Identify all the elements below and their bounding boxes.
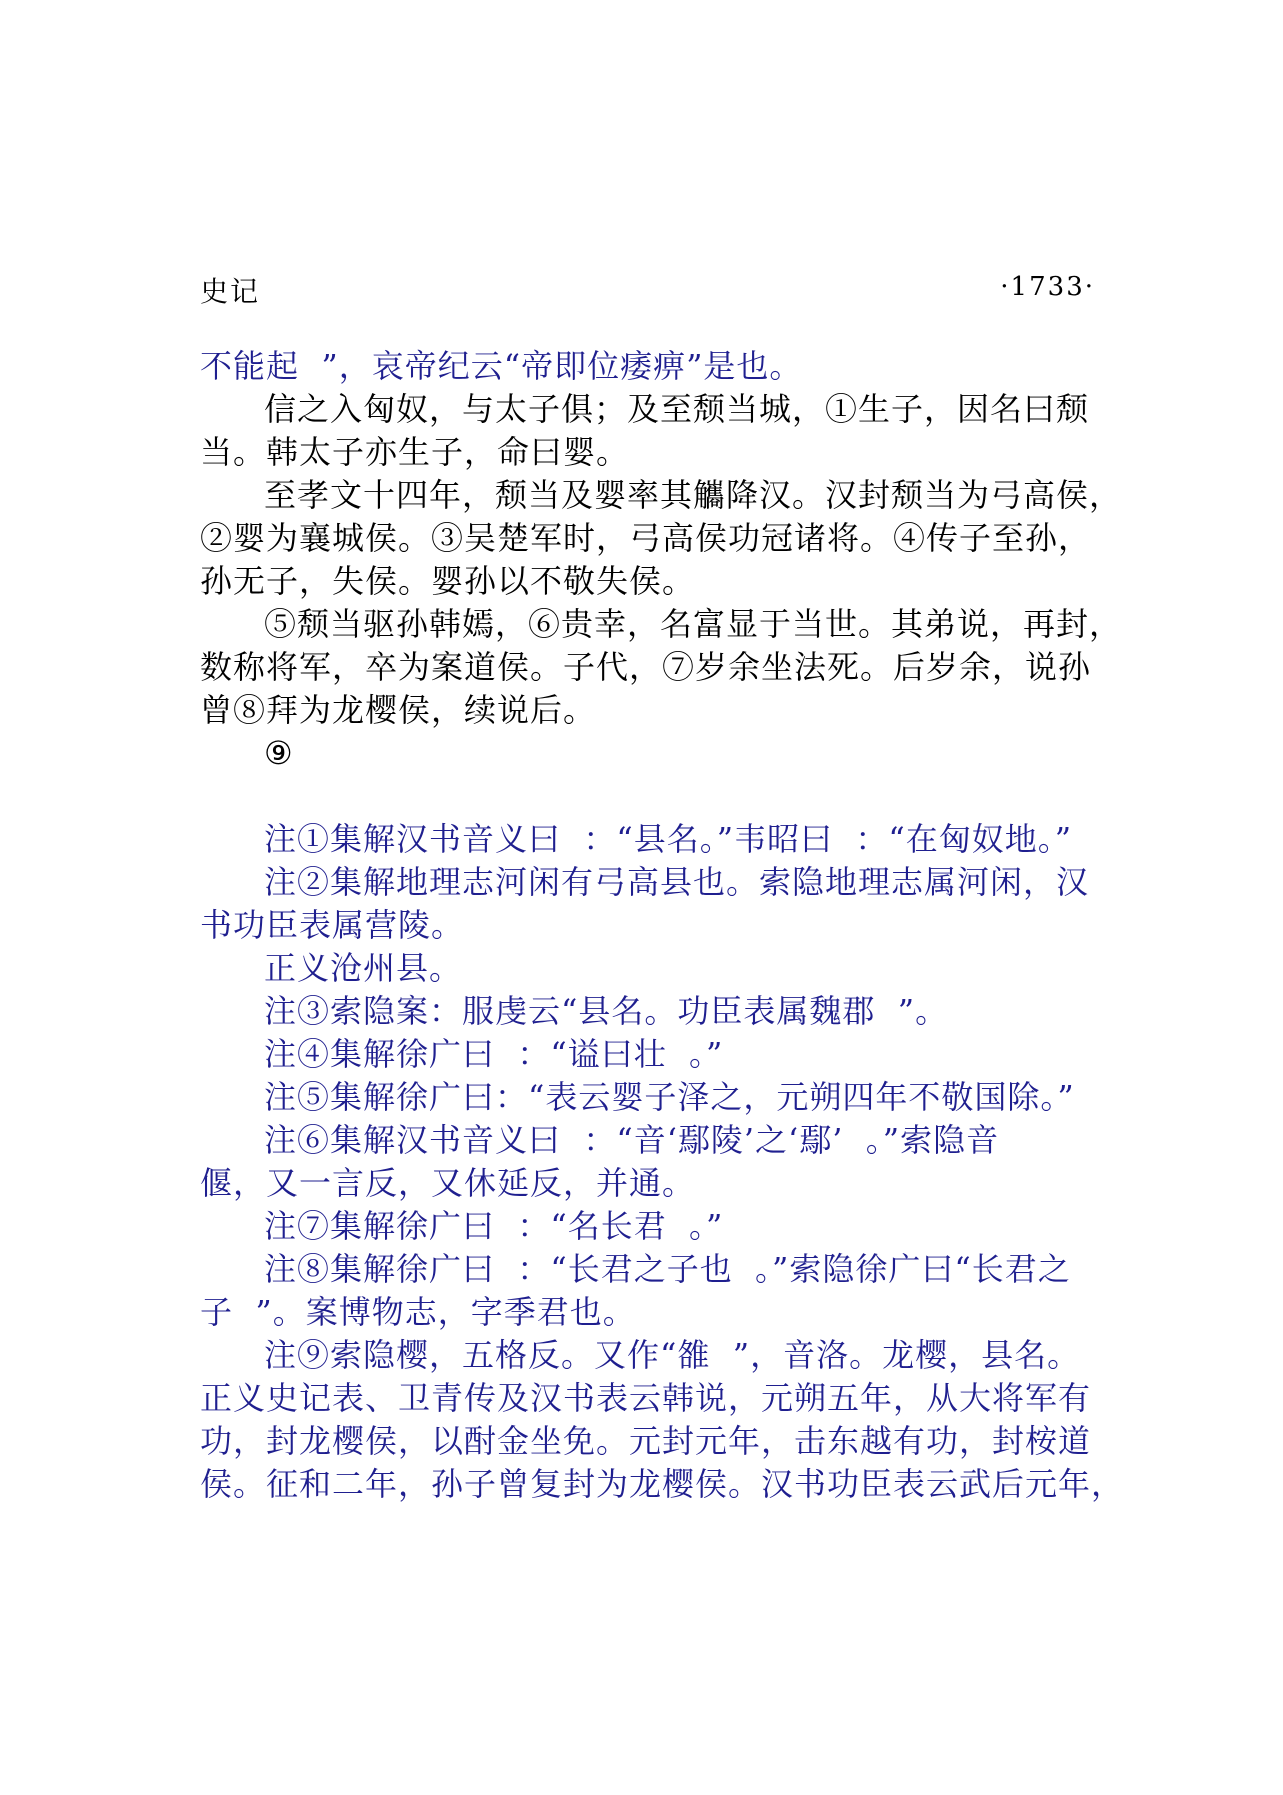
note-line: 注③索隐案：服虔云“县名。功臣表属魏郡 ”。 (264, 992, 949, 1030)
text-line: ⑤颓当驱孙韩嫣，⑥贵幸，名富显于当世。其弟说，再封， (264, 605, 1123, 643)
note-line: 功，封龙樱侯，以酎金坐免。元封元年，击东越有功，封桉道 (200, 1422, 1092, 1460)
footnote-marker: ⑨ (264, 734, 294, 772)
text-line: 信之入匈奴，与太子俱；及至颓当城，①生子，因名曰颓 (264, 390, 1090, 428)
note-line: 正义沧州县。 (264, 949, 463, 987)
note-line: 注⑦集解徐广曰 ：“名长君 。” (264, 1207, 724, 1245)
note-line: 偃，又一言反，又休延反，并通。 (200, 1164, 696, 1202)
text-line: 曾⑧拜为龙樱侯，续说后。 (200, 691, 597, 729)
text-line: 当。韩太子亦生子，命曰婴。 (200, 433, 630, 471)
note-line: 侯。征和二年，孙子曾复封为龙樱侯。汉书功臣表云武后元年， (200, 1465, 1125, 1503)
note-line: 注①集解汉书音义曰 ：“县名。”韦昭曰 ：“在匈奴地。” (264, 820, 1073, 858)
text-line: 数称将军，卒为案道侯。子代，⑦岁余坐法死。后岁余，说孙 (200, 648, 1092, 686)
text-line: 孙无子，失侯。婴孙以不敬失侯。 (200, 562, 696, 600)
page-header (200, 270, 1095, 310)
note-line: 注⑤集解徐广曰：“表云婴子泽之，元朔四年不敬国除。” (264, 1078, 1075, 1116)
text-line: ②婴为襄城侯。③吴楚军时，弓高侯功冠诸将。④传子至孙， (200, 519, 1092, 557)
note-line: 注④集解徐广曰 ：“谥曰壮 。” (264, 1035, 724, 1073)
note-line: 注②集解地理志河闲有弓高县也。索隐地理志属河闲，汉 (264, 863, 1090, 901)
book-title: 史记 (200, 275, 261, 308)
text-line: 不能起 ”，哀帝纪云“帝即位痿痹”是也。 (200, 347, 803, 385)
note-line: 书功臣表属营陵。 (200, 906, 465, 944)
note-line: 注⑥集解汉书音义曰 ：“音‘鄢陵’之‘鄢’ 。”索隐音 (264, 1121, 1000, 1159)
text-line: 至孝文十四年，颓当及婴率其觿降汉。汉封颓当为弓高侯， (264, 476, 1123, 514)
note-line: 注⑨索隐樱，五格反。又作“雒 ”，音洛。龙樱，县名。 (264, 1336, 1081, 1374)
note-line: 正义史记表、卫青传及汉书表云韩说，元朔五年，从大将军有 (200, 1379, 1092, 1417)
page-number: ·1733· (1000, 272, 1095, 302)
note-line: 子 ”。案博物志，字季君也。 (200, 1293, 636, 1331)
note-line: 注⑧集解徐广曰 ：“长君之子也 。”索隐徐广曰“长君之 (264, 1250, 1071, 1288)
